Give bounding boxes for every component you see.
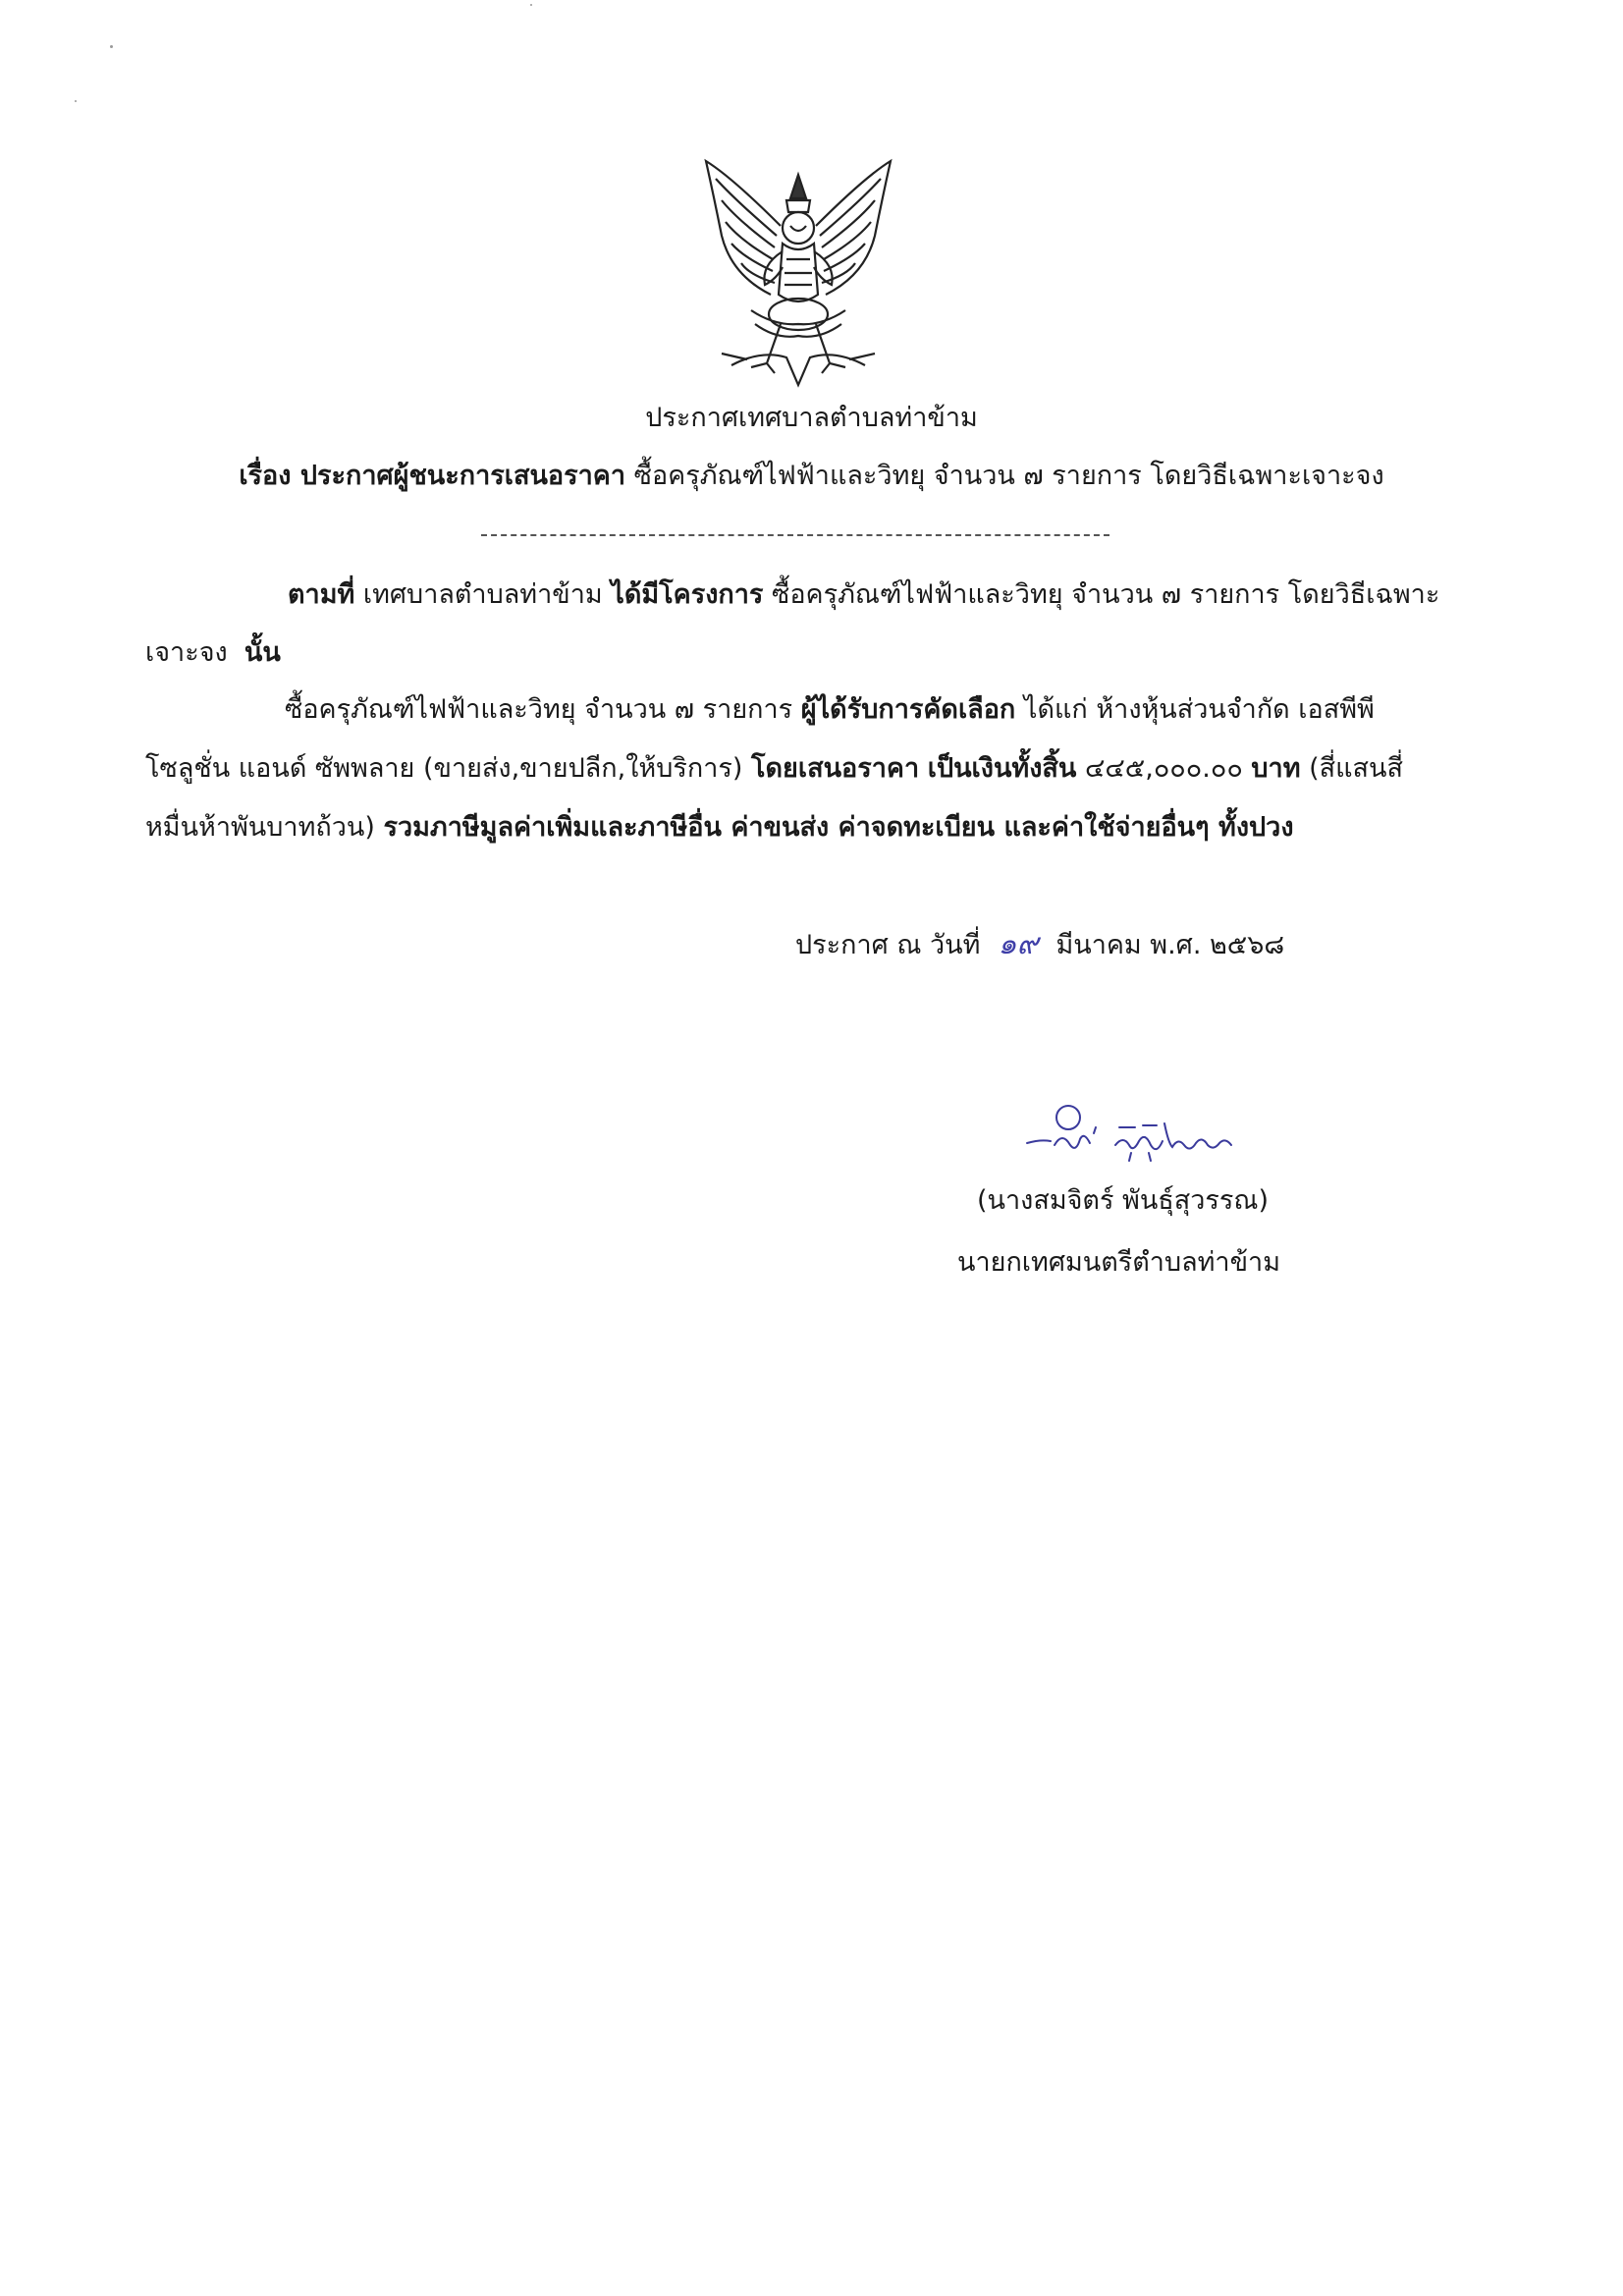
p2-currency: บาท [1251,753,1301,784]
p2-company-line2: โซลูชั่น แอนด์ ซัพพลาย (ขายส่ง,ขายปลีก,ให้บริการ) [145,753,743,784]
scan-speck [530,4,532,6]
subject-text: ซื้อครุภัณฑ์ไฟฟ้าและวิทยุ จำนวน ๗ รายการ โดยวิธีเฉพาะเจาะจง [633,461,1384,491]
scan-speck [110,45,113,48]
announcement-date [795,921,1284,967]
announce-month-year: มีนาคม พ.ศ. ๒๕๖๘ [1055,930,1285,960]
p2-bid-label: โดยเสนอราคา [751,753,920,784]
p1-end: นั้น [243,637,281,668]
signatory-position: นายกเทศมนตรีตำบลท่าข้าม [957,1247,1280,1278]
scan-speck [75,100,77,102]
p1-project: ซื้อครุภัณฑ์ไฟฟ้าและวิทยุ จำนวน ๗ รายการ โดยวิธีเฉพาะ [772,579,1440,610]
p2-amount-words-a: (สี่แสนสี่ [1309,753,1403,784]
announce-day: ๑๙ [998,927,1039,961]
subject-label: เรื่อง ประกาศผู้ชนะการเสนอราคา [239,461,626,491]
p2-amount: ๔๔๕,๐๐๐.๐๐ [1084,753,1243,784]
paragraph-1-line-2 [145,629,281,677]
p1-has-project: ได้มีโครงการ [611,579,764,610]
handwritten-signature [1021,1088,1247,1167]
paragraph-1-line-1 [288,572,1439,619]
p1-lead: ตามที่ [288,579,355,610]
paragraph-2-line-2 [145,745,1403,793]
p2-item: ซื้อครุภัณฑ์ไฟฟ้าและวิทยุ จำนวน ๗ รายการ [285,694,793,725]
agency-title: ประกาศเทศบาลตำบลท่าข้าม [645,403,978,433]
paragraph-2-line-3 [145,804,1294,851]
subject-line [0,454,1623,496]
p2-total-label: เป็นเงินทั้งสิ้น [927,753,1077,784]
paragraph-2-line-1 [285,686,1375,734]
p2-inclusive: รวมภาษีมูลค่าเพิ่มและภาษีอื่น ค่าขนส่ง ค่าจดทะเบียน และค่าใช้จ่ายอื่นๆ ทั้งปวง [383,812,1294,843]
signatory-name: (นางสมจิตร์ พันธุ์สุวรรณ) [977,1185,1270,1216]
p1-cont: เจาะจง [145,637,228,668]
p2-company-line1: ห้างหุ้นส่วนจำกัด เอสพีพี [1096,694,1375,725]
p2-got-label: ได้แก่ [1023,694,1088,725]
garuda-emblem [692,157,904,393]
p2-amount-words-b: หมื่นห้าพันบาทถ้วน) [145,812,375,843]
p1-org: เทศบาลตำบลท่าข้าม [362,579,603,610]
divider-line [481,534,1109,536]
p2-selected-label: ผู้ได้รับการคัดเลือก [800,694,1016,725]
announce-label: ประกาศ ณ วันที่ [795,930,981,960]
